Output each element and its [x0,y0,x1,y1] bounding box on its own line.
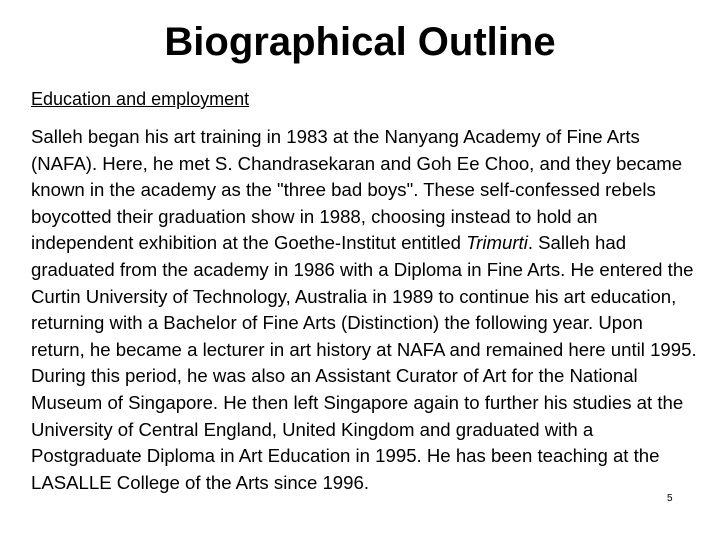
body-text-part-2: . Salleh had graduated from the academy in 1986 with a Diploma in Fine Arts. He entered the Curtin University of Technology, Australia in 1989 to continue his art education, returning with a Bachelor of Fine Arts (Distinction) the following year. Upon return, he became a lecturer in art history at NAFA and remained here until 1995. During this period, he was also an Assistant Curator of Art for the National Museum of Singapore. He then left Singapore again to further his studies at the University of Central England, United Kingdom and graduated with a Postgraduate Diploma in Art Education in 1995. He has been teaching at the LASALLE College of the Arts since 1996. [31,232,697,493]
slide-number: 5 [667,493,673,504]
slide-title: Biographical Outline [164,20,556,64]
section-subheading: Education and employment [31,89,250,109]
body-text-part-1: Salleh began his art training in 1983 at the Nanyang Academy of Fine Arts (NAFA). Here, he met S. Chandrasekaran and Goh Ee Choo, and they became known in the academy as the "three bad boys". These self-confessed rebels boycotted their graduation show in 1988, choosing instead to hold an independent exhibition at the Goethe-Institut entitled [31,126,683,254]
exhibition-title: Trimurti [466,232,528,254]
body-paragraph [31,124,699,496]
